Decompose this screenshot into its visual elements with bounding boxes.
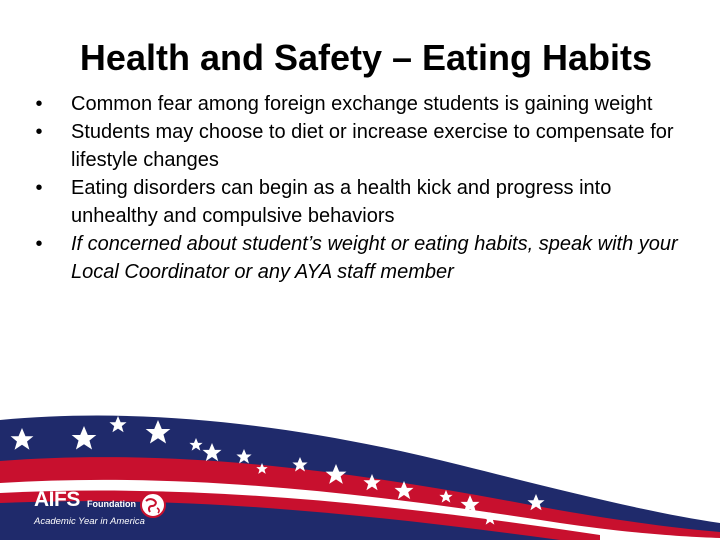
bullet-item <box>36 118 696 174</box>
bullet-text: If concerned about student’s weight or eating habits, speak with your Local Coordinator or any AYA staff member <box>71 233 678 283</box>
bullet-item <box>36 90 696 118</box>
bullet-dot: • <box>35 177 43 199</box>
globe-icon <box>139 491 167 519</box>
logo-tagline: Academic Year in America <box>34 516 145 527</box>
bullet-dot: • <box>35 121 43 143</box>
bullet-item <box>36 174 696 230</box>
bullet-dot: • <box>35 93 43 115</box>
bullet-item <box>36 230 696 286</box>
logo-brand: AIFS <box>34 488 80 511</box>
aifs-logo <box>34 488 174 533</box>
slide-title: Health and Safety – Eating Habits <box>79 37 653 78</box>
bullet-dot: • <box>35 233 43 255</box>
bullet-text: Students may choose to diet or increase exercise to compensate for lifestyle changes <box>71 121 674 171</box>
logo-foundation: Foundation <box>87 499 136 509</box>
bullet-text: Common fear among foreign exchange students is gaining weight <box>71 93 653 115</box>
bullet-text: Eating disorders can begin as a health kick and progress into unhealthy and compulsive behaviors <box>71 177 612 227</box>
bullet-list <box>36 90 696 286</box>
